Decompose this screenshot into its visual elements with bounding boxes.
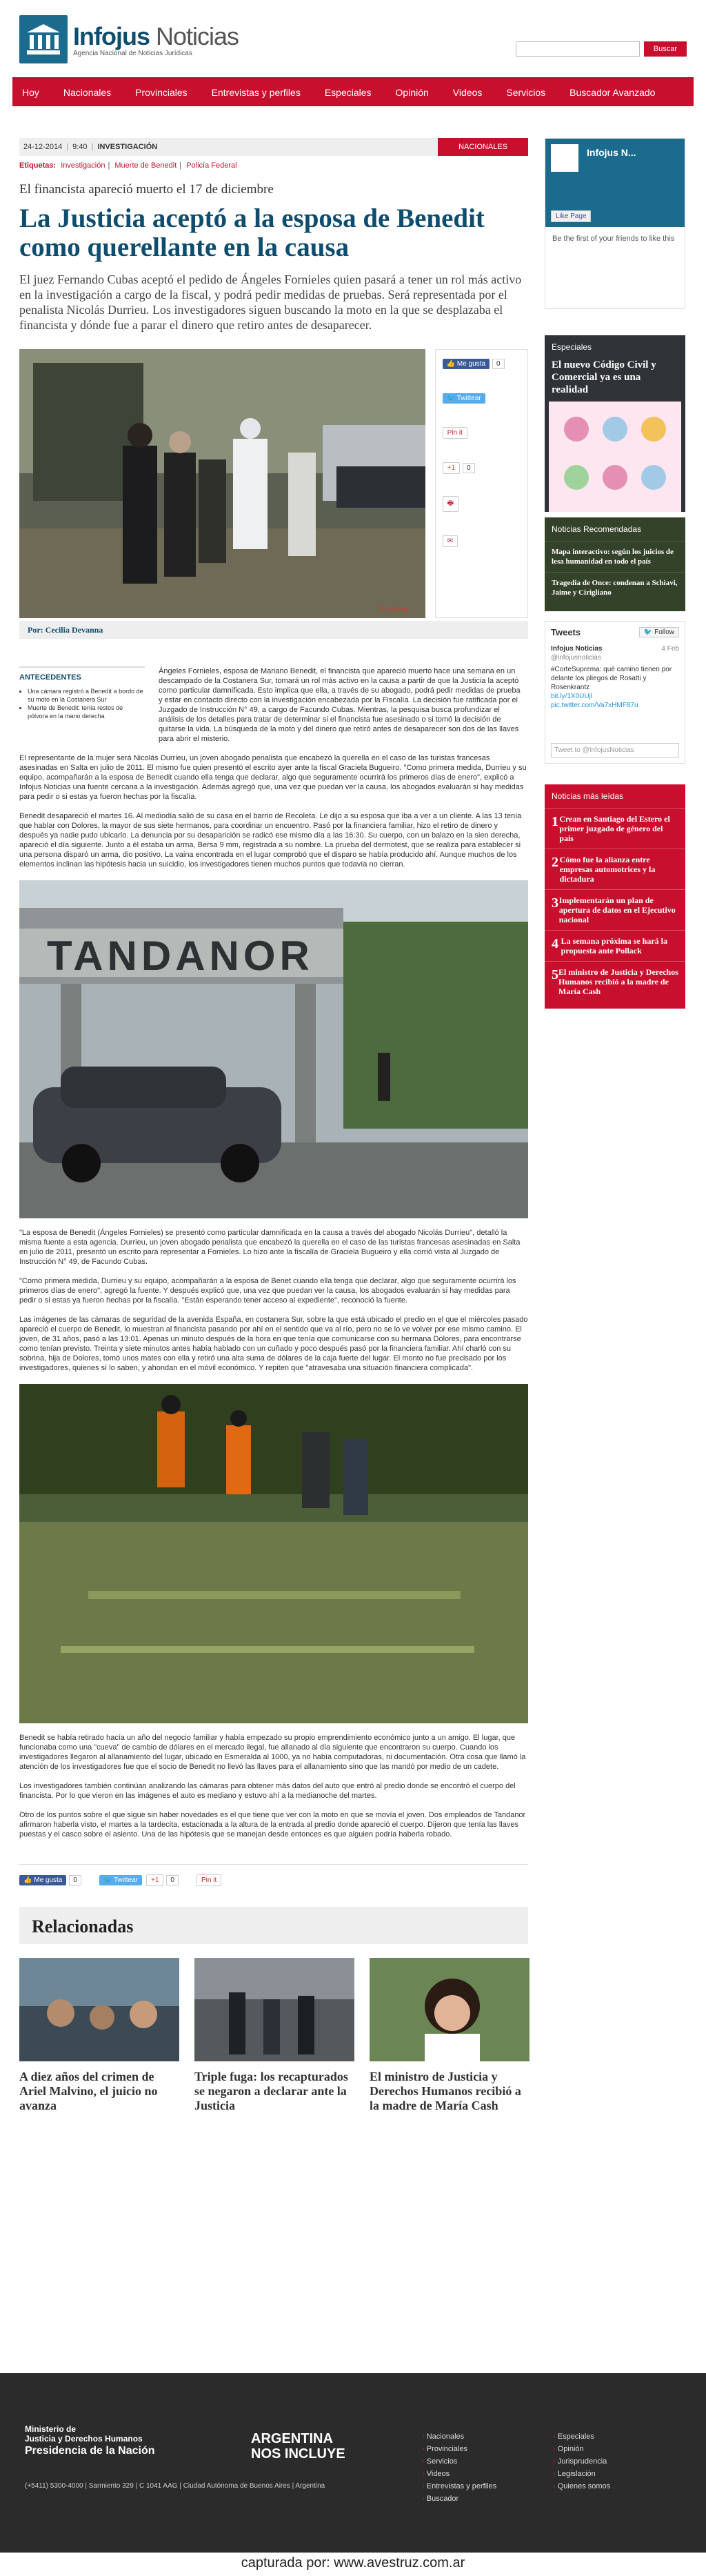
antecedentes-title: ANTECEDENTES — [19, 673, 81, 682]
site-footer — [0, 2373, 706, 2553]
antecedente-link[interactable]: • Una cámara registró a Benedit a bordo de su moto en la Costanera Sur — [28, 687, 145, 704]
related-item[interactable] — [370, 1958, 530, 2113]
related-title[interactable]: El ministro de Justicia y Derechos Humanos recibió a la madre de María Cash — [370, 2070, 521, 2112]
twitter-bird-icon: 🐦 — [446, 395, 456, 402]
mas-leidas-item[interactable]: 1 Crean en Santiago del Estero el primer juzgado de género del país — [545, 808, 685, 849]
tweet — [551, 644, 679, 710]
grass-field-photo — [19, 1384, 528, 1723]
photo-credit: Por: Cecilia Devanna — [19, 621, 528, 639]
category-badge[interactable]: NACIONALES — [438, 138, 528, 156]
article-paragraph: Los investigadores también continúan analizando las cámaras para obtener más datos del auto que entró al predio donde se encontró el cuerpo del financista. Por lo que vieron en las imágenes el auto es mediano y estuvo ahí a la medianoche del martes. — [19, 1782, 516, 1800]
nav-item-especiales[interactable]: Especiales — [324, 87, 372, 98]
recomendadas-title: Noticias Recomendadas — [552, 524, 642, 534]
related-item[interactable] — [194, 1958, 354, 2113]
footer-link[interactable]: › Opinión — [553, 2445, 656, 2453]
search-button[interactable]: Buscar — [644, 41, 687, 57]
footer-link[interactable]: › Jurisprudencia — [553, 2457, 656, 2466]
nav-item-entrevistas[interactable]: Entrevistas y perfiles — [211, 87, 301, 98]
twitter-bird-icon: 🐦 — [643, 628, 653, 636]
thumb-icon: 👍 — [446, 360, 456, 368]
especial-image[interactable] — [549, 402, 681, 512]
article-paragraph: Las imágenes de las cámaras de seguridad de la avenida España, en costanera Sur, sobre la que está ubicado el predio en el que el miércoles pasado apareció el cuerpo de Benedit, lo muestran al financista pasando por ahí en el sentido que va al río, pero no se lo ve volver por ese mismo camino. El joven, de 31 años, pasó a las 13:01. Apenas un minuto después de la hora en que tenía que comunicarse con su hermana Dolores, para encontrarse como tenían previsto. Treinta y siete minutos antes había hablado con un cuñado y poco después pasó por la financiera familiar. Ahí charló con su sobrina, hija de Dolores, tomó unos mates con ella y retiró una alta suma de dólares de la caja fuerte del lugar. El monto no fue precisado por los investigadores, quienes sí lo saben, y ahondan en el móvil económico. Y repiten que "atravesaba una situación financiera complicada". — [19, 1316, 528, 1372]
tags-label: Etiquetas: — [19, 161, 57, 170]
twitter-bird-icon: 🐦 — [103, 1876, 112, 1884]
tweet-text: #CorteSuprema: qué camino tienen por delante los pliegos de Rosatti y Rosenkrantz — [551, 666, 672, 691]
fb-like-page-button[interactable]: Like Page — [551, 210, 591, 222]
nav-item-provinciales[interactable]: Provinciales — [135, 87, 188, 98]
pin-button[interactable]: Pin it — [443, 427, 467, 439]
article-title: La Justicia aceptó a la esposa de Benedit como querellante en la causa — [19, 204, 485, 262]
search-input[interactable] — [516, 41, 640, 57]
article-paragraph: El representante de la mujer será Nicolás Durrieu, un joven abogado penalista que encabezó la querella en el caso de las turistas francesas asesinadas en Salta en julio de 2011. El mismo fue quien presentó el escrito ayer ante la fiscal Graciela Bugueiro. "Como primera medida, Durrieu y su equipo, acompañarán a la esposa de Benedit cuando ella tenga que declarar, algo que seguramente ocurrirá los primeros días de enero", explicó a Infojus Noticias una fuente cercana a la investigación. Además agregó que, una vez que puedan ver la causa, los abogados evaluarán si hay medidas para pedir o si estas ya fueron hechas por la fiscalía. — [19, 754, 527, 801]
tandanor-photo — [19, 880, 528, 1218]
fb-like-button[interactable]: 👍 Me gusta — [443, 359, 490, 369]
gplus-count: 0 — [166, 1875, 179, 1885]
footer-links — [422, 2433, 656, 2503]
recomendada-link[interactable]: Tragedia de Once: condenan a Schiavi, Jaime y Cirigliano — [545, 572, 685, 611]
tweet-button[interactable]: 🐦 Twittear — [443, 393, 485, 404]
footer-link[interactable]: › Entrevistas y perfiles — [422, 2482, 553, 2490]
fb-page-name[interactable]: Infojus N... — [587, 147, 636, 158]
antecedentes-box — [19, 666, 145, 744]
nav-item-nacionales[interactable]: Nacionales — [63, 87, 112, 98]
related-heading: Relacionadas — [19, 1907, 528, 1944]
mas-leidas-title: Noticias más leídas — [552, 791, 624, 801]
nav-item-hoy[interactable]: Hoy — [22, 87, 39, 98]
nav-item-opinion[interactable]: Opinión — [395, 87, 429, 98]
article-time: 9:40 — [72, 143, 88, 151]
search-form — [516, 41, 687, 57]
logo-building-icon — [551, 144, 578, 172]
mas-leidas-item[interactable]: 3 Implementarán un plan de apertura de datos en el Ejecutivo nacional — [545, 889, 685, 930]
print-icon[interactable]: 🖶 — [443, 496, 458, 512]
site-header — [12, 0, 694, 77]
capture-caption: capturada por: www.avestruz.com.ar — [0, 2553, 706, 2576]
article-paragraph: Ángeles Fornieles, esposa de Mariano Benedit, el financista que apareció muerto hace una semana en un descampado de la Costanera Sur, tomará un rol más activo en la causa a partir de que la Justicia la aceptó como particular damnificada. Esto implica que ella, a través de su abogado, podrá pedir medidas de prueba y estar en contacto directo con la investigación encabezada por la Fiscalía. La decisión fue ratificada por el Juzgado de Instrucción N° 49, a cargo de Facundo Cubas. Mientras, la pesquisa busca profundizar el análisis de los detalles para tratar de determinar si el financista fue asesinado o si tomó la decisión de quitarse la vida. La búsqueda de la moto y del dinero que retiró antes de desaparecer son dos de las llaves para abrir el misterio. — [159, 667, 521, 743]
fb-like-button[interactable]: 👍 Me gusta — [19, 1875, 66, 1885]
site-name: Infojus Noticias — [73, 21, 239, 50]
photo-watermark: Tel Verdeini — [378, 606, 410, 613]
twitter-widget — [545, 621, 685, 764]
logo-building-icon — [19, 15, 68, 63]
footer-link[interactable]: › Quienes somos — [553, 2482, 656, 2490]
bottom-share-bar — [19, 1864, 528, 1886]
recomendada-link[interactable]: Mapa interactivo: según los juicios de lesa humanidad en todo el país — [545, 541, 685, 572]
share-sidebar — [435, 349, 528, 618]
article-meta: 24-12-2014 | 9:40 | INVESTIGACIÓN NACIONALES — [19, 138, 528, 156]
article-overline: El financista apareció muerto el 17 de diciembre — [19, 182, 274, 197]
tweet-author[interactable]: Infojus Noticias — [551, 645, 603, 653]
tag-link[interactable]: Muerte de Benedit — [114, 161, 177, 170]
related-title[interactable]: Triple fuga: los recapturados se negaron a declarar ante la Justicia — [194, 2070, 348, 2112]
footer-link[interactable]: › Nacionales — [422, 2433, 553, 2441]
article-paragraph: Benedit desapareció el martes 16. Al mediodía salió de su casa en el barrio de Recoleta. Le dijo a su esposa que iba a ver a un cliente. A las 13 tenía que hablar con Dolores, la mayor de sus siete hermanos, para coordinar un encuentro. Pasó por la financiera familiar, hizo el retiro de dinero y después ya nadie pudo ubicarlo. La denuncia por su desaparición se radicó ese mismo día a las 16:30. Su cuerpo, con un balazo en la sien derecha, apareció el día siguiente. Junto a él estaba un arma, Bersa 9 mm, registrada a su nombre. La prueba del dermotest, que se realiza para establecer si una persona disparó un arma, dio positivo. La vaina encontrada en el lugar comprobó que el disparo se había producido ahí. Aunque muchos de los elementos inclinan las hipótesis hacia un suicidio, los investigadores tienen muchos puntos que todavía no cierran. — [19, 812, 522, 869]
mas-leidas-item[interactable]: 4 La semana próxima se hará la propuesta ante Pollack — [545, 930, 685, 961]
related-list — [19, 1958, 528, 2113]
nav-item-buscador[interactable]: Buscador Avanzado — [569, 87, 656, 98]
argentina-logo: ARGENTINA NOS INCLUYE — [251, 2431, 345, 2461]
footer-link[interactable]: › Legislación — [553, 2470, 656, 2478]
like-count: 0 — [69, 1875, 81, 1885]
mas-leidas-box — [545, 784, 685, 1009]
nav-item-servicios[interactable]: Servicios — [506, 87, 546, 98]
footer-link[interactable]: › Videos — [422, 2470, 553, 2478]
tweet-handle[interactable]: @infojusnoticias — [551, 654, 601, 662]
email-icon[interactable]: ✉ — [443, 535, 458, 547]
footer-link[interactable]: › Buscador — [422, 2495, 553, 2503]
especiales-title: Especiales — [552, 342, 592, 352]
mas-leidas-item[interactable]: 5 El ministro de Justicia y Derechos Humanos recibió a la madre de María Cash — [545, 961, 685, 1002]
gplus-button[interactable]: +1 — [146, 1874, 163, 1886]
site-subtitle: Agencia Nacional de Noticias Jurídicas — [73, 49, 192, 57]
pin-button[interactable]: Pin it — [196, 1874, 221, 1886]
article-tags: Etiquetas: Investigación | Muerte de Benedit | Policía Federal — [19, 161, 237, 170]
main-nav — [12, 77, 694, 106]
article-paragraph: "La esposa de Benedit (Ángeles Fornieles) se presentó como particular damnificada en la causa a través del abogado Nicolás Durrieu", detalló la misma fuente a esta agencia. Durrieu, un joven abogado penalista que encabezó la querella en el caso de las turistas francesas asesinadas en Salta en julio de 2011, presentó un escrito para representar a Fornieles. Lo hizo ante la fiscalía de Graciela Bugueiro y ella corrió vista al Juzgado de Instrucción N° 49, de Facundo Cubas. — [19, 1229, 521, 1266]
sign-text: TANDANOR — [47, 933, 314, 979]
footer-link[interactable]: › Especiales — [553, 2433, 656, 2441]
related-image[interactable] — [19, 1958, 179, 2061]
nav-item-videos[interactable]: Videos — [452, 87, 483, 98]
like-count: 0 — [492, 359, 505, 369]
article-paragraph: Otro de los puntos sobre el que sigue sin haber novedades es el que tiene que ver con la moto en que se movía el joven. Dos empleados de Tandanor afirmaron haberla visto, el martes a la tardecita, estacionada a la altura de la entrada al predio donde apareció el cuerpo. Dijeron que tenía las llaves puestas y el casco sobre el asiento. Una de las hipótesis que se manejan desde entonces es que alguien podría haberla robado. — [19, 1811, 526, 1839]
especial-headline[interactable]: El nuevo Código Civil y Comercial ya es una realidad — [552, 359, 656, 395]
article-date: 24-12-2014 — [23, 143, 63, 151]
related-image[interactable] — [370, 1958, 530, 2061]
site-logo[interactable] — [19, 15, 239, 63]
fb-text: Be the first of your friends to like this — [552, 235, 675, 243]
antecedente-link[interactable]: • Muerte de Benedit: tenía restos de pólvora en la mano derecha — [28, 704, 145, 720]
recomendadas-box — [545, 517, 685, 611]
ministry-logo[interactable]: Ministerio de Justicia y Derechos Humanos Presidencia de la Nación (+5411) 5300-4000 | Sarmiento 329 | C 1041 AAG | Ciudad Autónoma de Buenos Aires | Argentina — [25, 2424, 325, 2490]
article-lead: El juez Fernando Cubas aceptó el pedido de Ángeles Fornieles quien pasará a tener un rol más activo en la investigación a cargo de la fiscal, y podrá pedir medidas de pruebas. Será representada por el penalista Nicolás Durrieu. Los investigadores siguen buscando la moto en la que se desplazaba el financista y dónde fue a parar el dinero que retiro antes de desaparecer. — [19, 273, 522, 332]
article-paragraph: "Como primera medida, Durrieu y su equipo, acompañarán a la esposa de Benet cuando ella tenga que declarar, algo que seguramente ocurrirá los primeros días de enero", agregó la fuente. Y después explicó que, una vez que puedan ver la causa, los abogados evaluarán si hay medidas para pedir o si estas ya fueron hechas por la fiscalía. "Están esperando tener acceso al expediente", reconoció la fuente. — [19, 1277, 516, 1305]
footer-link[interactable]: › Provinciales — [422, 2445, 553, 2453]
footer-address: (+5411) 5300-4000 | Sarmiento 329 | C 1041 AAG | Ciudad Autónoma de Buenos Aires | Argentina — [25, 2482, 325, 2490]
mas-leidas-item[interactable]: 2 Cómo fue la alianza entre empresas automotrices y la dictadura — [545, 849, 685, 889]
tweet-button[interactable]: 🐦 Twittear — [99, 1875, 142, 1885]
thumb-icon: 👍 — [23, 1876, 32, 1884]
gplus-count: 0 — [463, 463, 475, 473]
tweet-input[interactable]: Tweet to @InfojusNoticias — [551, 743, 679, 757]
tag-link[interactable]: Policía Federal — [186, 161, 237, 170]
sidebar — [545, 138, 685, 2113]
gplus-button[interactable]: +1 — [443, 462, 460, 474]
related-item[interactable] — [19, 1958, 179, 2113]
tweet-link[interactable]: bit.ly/1X0UUjl pic.twitter.com/Va7xHMF87u — [551, 693, 638, 709]
tag-link[interactable]: Investigación — [61, 161, 105, 170]
article-paragraph: Benedit se había retirado hacía un año del negocio familiar y había empezado su propio emprendimiento económico junto a un amigo. El lugar, que funcionaba como una "cueva" de cambio de dólares en el mercado ilegal, fue allanado al día siguiente que encontraron su cuerpo. Cuando los investigadores llegaron al allanamiento del lugar, ubicado en Esmeralda al 1000, ya no había computadoras, ni documentación. Otra cosa que llamó la atención de los investigadores fue que el socio de Benedit no llevó las llaves para el allanamiento sino que las mandó por medio de un cadete. — [19, 1734, 526, 1771]
related-image[interactable] — [194, 1958, 354, 2061]
article-column — [12, 138, 536, 2113]
footer-link[interactable]: › Servicios — [422, 2457, 553, 2466]
facebook-widget — [545, 138, 685, 309]
twitter-follow-button[interactable]: 🐦 Follow — [639, 627, 679, 637]
especiales-box — [545, 335, 685, 512]
article-section[interactable]: INVESTIGACIÓN — [97, 143, 158, 151]
tweets-title: Tweets — [551, 627, 581, 637]
related-title[interactable]: A diez años del crimen de Ariel Malvino, el juicio no avanza — [19, 2070, 158, 2112]
main-photo — [19, 349, 425, 618]
tweet-date[interactable]: 4 Feb — [661, 645, 679, 653]
